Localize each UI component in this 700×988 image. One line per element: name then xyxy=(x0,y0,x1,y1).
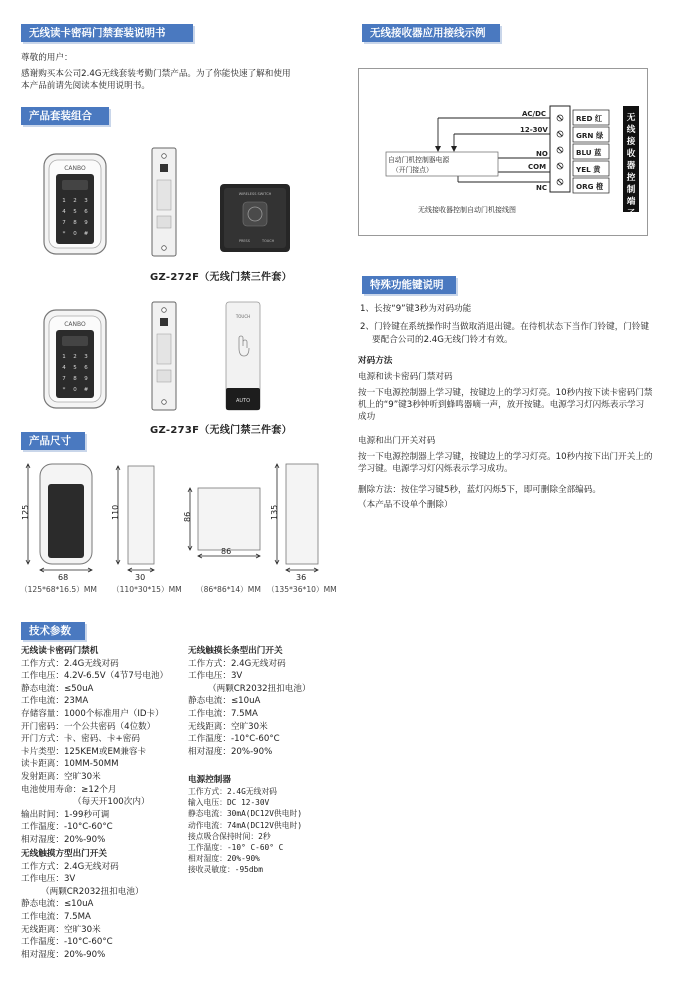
delete-note: （本产品不设单个删除） xyxy=(358,500,453,510)
spec-square-switch: 无线触摸方型出门开关 工作方式：2.4G无线对码 工作电压：3V （两颗CR2032扭扣电池） 静态电流：≤10uA 工作电流：7.5MA 无线距离：空旷30米 工作温度：-10°C-60°C 相对湿度：20%-90% xyxy=(21,849,144,960)
svg-text:TOUCH: TOUCH xyxy=(262,239,275,243)
dimension-drawings xyxy=(18,458,338,590)
label-no: NO xyxy=(536,150,548,158)
terminal-red: RED 红 xyxy=(576,114,603,123)
svg-text:0: 0 xyxy=(73,231,77,237)
caption-gz-272f: GZ-272F（无线门禁三件套） xyxy=(150,272,292,283)
pair-sub-exit: 电源和出门开关对码 xyxy=(358,436,436,446)
svg-text:接: 接 xyxy=(626,137,636,147)
svg-text:#: # xyxy=(83,387,89,393)
spec-power-controller: 电源控制器 工作方式：2.4G无线对码 输入电压：DC 12-30V 静态电流：30mA(DC12V供电时) 动作电流：74mA(DC12V供电时) 接点吸合保持时间：2秒 工作温度：-10° C-60° C 相对湿度：20%-90% 接收灵敏度：-95dbm xyxy=(188,775,303,875)
svg-text:AUTO: AUTO xyxy=(235,398,251,404)
size-caption-long: （135*36*10）MM xyxy=(267,585,337,594)
section-header-tech: 技术参数 xyxy=(21,622,85,640)
terminal-blu: BLU 蓝 xyxy=(576,148,602,157)
svg-text:4: 4 xyxy=(62,209,66,215)
section-header-size: 产品尺寸 xyxy=(21,432,85,450)
size-caption-strip: （110*30*15）MM xyxy=(112,585,182,594)
svg-text:子: 子 xyxy=(626,209,636,219)
delete-method: 删除方法：按住学习键5秒，蓝灯闪烁5下，即可删除全部编码。 xyxy=(358,485,601,495)
label-acdc: AC/DC xyxy=(522,110,547,118)
pair-para-exit: 按一下电源控制器上学习键，按键边上的学习灯亮。10秒内按下出门开关上的 学习键。电源学习灯闪烁表示学习成功。 xyxy=(358,452,653,475)
receiver-terminal-vertical-label xyxy=(626,111,636,219)
svg-text:3: 3 xyxy=(84,354,88,360)
dim-125: 125 xyxy=(21,504,30,520)
keypad-reader-device xyxy=(44,310,106,408)
power-controller-device xyxy=(152,148,176,256)
section-header-wiring: 无线接收器应用接线示例 xyxy=(362,24,500,42)
svg-text:#: # xyxy=(83,231,89,237)
svg-text:线: 线 xyxy=(626,125,636,135)
dim-135: 135 xyxy=(270,504,279,520)
svg-text:*: * xyxy=(62,387,66,393)
pair-method-title: 对码方法 xyxy=(358,356,393,366)
svg-text:0: 0 xyxy=(73,387,77,393)
dim-86-height: 86 xyxy=(183,511,192,522)
svg-text:2: 2 xyxy=(73,354,77,360)
intro-text: 感谢购买本公司2.4G无线套装考勤门禁产品。为了你能快速了解和使用 本产品前请先阅读本使用说明书。 xyxy=(21,69,291,92)
label-com: COM xyxy=(528,163,547,171)
svg-text:8: 8 xyxy=(73,376,77,382)
label-nc: NC xyxy=(536,184,547,192)
section-header-special: 特殊功能键说明 xyxy=(362,276,456,294)
strip-exit-switch-device xyxy=(226,302,260,410)
wiring-caption: 无线接收器控制自动门机接线图 xyxy=(418,206,516,214)
special-item-2-cont: 要配合公司的2.4G无线门铃才有效。 xyxy=(372,335,513,345)
terminal-yel: YEL 黄 xyxy=(576,165,601,174)
spec-reader: 无线读卡密码门禁机 工作方式：2.4G无线对码 工作电压：4.2V-6.5V（4节7号电池） 静态电流：≤50uA 工作电流：23MA 存储容量：1000个标准用户（ID卡） 开门密码：一个公共密码（4位数） 开门方式：卡、密码、卡+密码 卡片类型：125KEM或EM兼容卡 读卡距离：10MM-50MM 发射距离：空旷30米 电池使用寿命：≥12个月 （每天开100次内） 输出时间：1-99秒可调 工作温度：-10°C-60°C 相对湿度：20%-90% xyxy=(21,646,169,845)
dim-86-width: 86 xyxy=(221,547,232,556)
special-item-1: 1、长按“9”键3秒为对码功能 xyxy=(360,304,472,314)
svg-text:6: 6 xyxy=(84,209,88,215)
svg-text:收: 收 xyxy=(626,149,636,159)
size-caption-reader: （125*68*16.5）MM xyxy=(20,585,97,594)
svg-text:3: 3 xyxy=(84,198,88,204)
greeting: 尊敬的用户： xyxy=(21,53,73,63)
svg-text:TOUCH: TOUCH xyxy=(235,314,251,319)
svg-text:7: 7 xyxy=(62,376,66,382)
svg-text:1: 1 xyxy=(62,354,66,360)
svg-text:WIRELESS SWITCH: WIRELESS SWITCH xyxy=(238,192,272,196)
product-set-273f-illustration xyxy=(40,296,320,412)
svg-text:4: 4 xyxy=(62,365,66,371)
pair-sub-reader: 电源和读卡密码门禁对码 xyxy=(358,372,453,382)
brand-label: CANBO xyxy=(64,165,86,172)
svg-text:*: * xyxy=(62,231,66,237)
pair-para-reader: 按一下电源控制器上学习键，按键边上的学习灯亮。10秒内按下读卡密码门禁 机上的“9”键3秒钟听到蜂鸣器嘀一声，放开按键。电源学习灯闪烁表示学习 成功 xyxy=(358,388,653,423)
terminal-org: ORG 橙 xyxy=(576,182,604,191)
svg-text:PRESS: PRESS xyxy=(239,239,250,243)
svg-text:CANBO: CANBO xyxy=(64,321,86,328)
dim-68: 68 xyxy=(58,573,69,582)
svg-text:1: 1 xyxy=(62,198,66,204)
svg-text:7: 7 xyxy=(62,220,66,226)
size-caption-square: （86*86*14）MM xyxy=(196,585,261,594)
keypad-reader-device xyxy=(44,154,106,254)
spec-strip-switch: 无线触摸长条型出门开关 工作方式：2.4G无线对码 工作电压：3V （两颗CR2032扭扣电池） 静态电流：≤10uA 工作电流：7.5MA 无线距离：空旷30米 工作温度：-10°C-60°C 相对湿度：20%-90% xyxy=(188,646,311,757)
svg-text:5: 5 xyxy=(73,209,77,215)
svg-text:2: 2 xyxy=(73,198,77,204)
svg-text:9: 9 xyxy=(84,376,88,382)
dim-30: 30 xyxy=(135,573,146,582)
dim-110: 110 xyxy=(111,504,120,520)
controller-box-line2: （开门接点） xyxy=(392,166,433,174)
special-item-2: 2、门铃键在系统操作时当做取消退出键。在待机状态下当作门铃键，门铃键 xyxy=(360,322,650,332)
svg-text:控: 控 xyxy=(626,173,636,183)
dim-36: 36 xyxy=(296,573,307,582)
caption-gz-273f: GZ-273F（无线门禁三件套） xyxy=(150,425,292,436)
svg-text:5: 5 xyxy=(73,365,77,371)
section-header-intro: 无线读卡密码门禁套装说明书 xyxy=(21,24,193,42)
product-set-272f-illustration xyxy=(40,140,320,258)
svg-text:8: 8 xyxy=(73,220,77,226)
wiring-diagram xyxy=(358,68,648,236)
terminal-grn: GRN 绿 xyxy=(576,131,604,140)
svg-text:制: 制 xyxy=(626,185,636,195)
square-exit-switch-device xyxy=(220,184,290,252)
svg-text:9: 9 xyxy=(84,220,88,226)
svg-text:6: 6 xyxy=(84,365,88,371)
controller-box-line1: 自动门机控制器电源 xyxy=(388,156,450,164)
svg-text:无: 无 xyxy=(626,113,636,123)
svg-text:端: 端 xyxy=(626,197,636,207)
section-header-combo: 产品套装组合 xyxy=(21,107,109,125)
label-12-30v: 12-30V xyxy=(520,126,548,134)
svg-text:器: 器 xyxy=(626,161,636,171)
power-controller-device xyxy=(152,302,176,410)
